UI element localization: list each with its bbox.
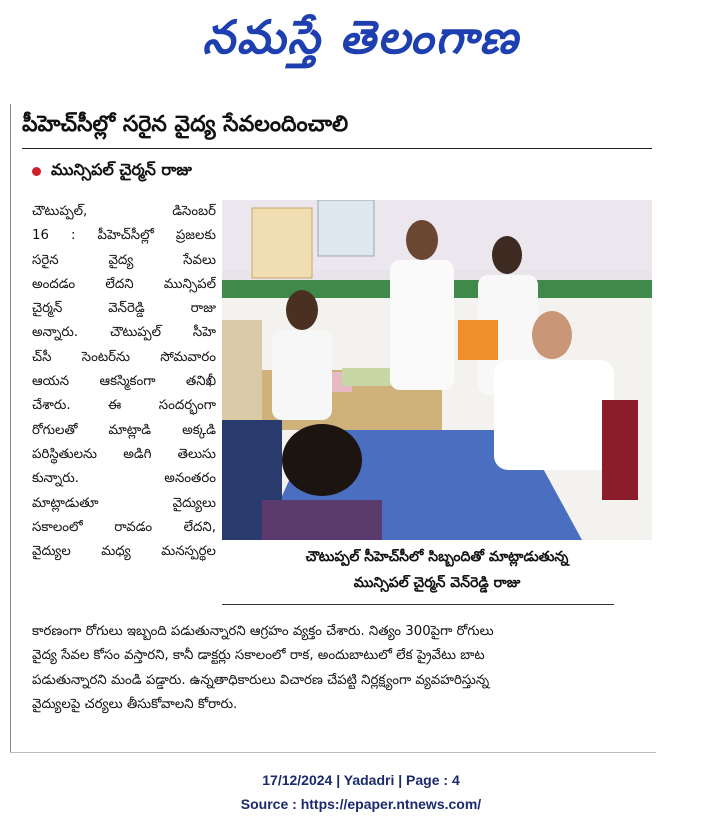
- column-line: ఆయన ఆకస్మికంగా తనిఖీ: [32, 374, 216, 390]
- masthead: [0, 0, 722, 85]
- footer-dateline: 17/12/2024 | Yadadri | Page : 4: [262, 772, 460, 788]
- column-line: రోగులతో మాట్లాడి అక్కడి: [32, 422, 216, 438]
- article-headline: పీహెచ్‌సీల్లో సరైన వైద్య సేవలందించాలి: [22, 112, 349, 137]
- bullet-icon: [32, 167, 41, 176]
- column-line: మాట్లాడుతూ వైద్యులు: [32, 495, 216, 511]
- column-line: అన్నారు. చౌటుప్పల్ సీహె: [32, 325, 216, 341]
- footer-divider: [10, 752, 656, 753]
- column-line: చ్‌సీ సెంటర్‌ను సోమవారం: [32, 349, 216, 365]
- column-line: 16 : పీహెచ్‌సీల్లో ప్రజలకు: [32, 228, 216, 244]
- article-subhead: [32, 160, 192, 183]
- caption-line: చౌటుప్పల్ సీహెచ్‌సీలో సిబ్బందితో మాట్లాడుతున్న: [305, 549, 569, 565]
- newspaper-logo: నమస్తే తెలంగాణ: [202, 9, 520, 64]
- column-line: సరైన వైద్య సేవలు: [32, 252, 216, 268]
- article-column: [32, 200, 216, 564]
- photo-caption: [222, 544, 652, 596]
- column-line: పరిస్థితులను అడిగి తెలుసు: [32, 446, 216, 462]
- column-line: చౌటుప్పల్, డిసెంబర్: [32, 204, 216, 219]
- body-line: పడుతున్నారని మండి పడ్డారు. ఉన్నతాధికారులు విచారణ చేపట్టి నిర్లక్ష్యంగా వ్యవహరిస్తున్న: [32, 672, 490, 688]
- body-line: వైద్య సేవల కోసం వస్తారని, కానీ డాక్టర్లు సకాలంలో రాక, అందుబాటులో లేక ప్రైవేటు బాట: [32, 648, 485, 664]
- column-line: చైర్మన్ వెన్‌రెడ్డి రాజు: [32, 301, 216, 317]
- column-line: వైద్యుల మధ్య మనస్పర్థల: [32, 544, 216, 560]
- caption-divider: [222, 604, 614, 605]
- footer-source[interactable]: Source : https://epaper.ntnews.com/: [240, 796, 482, 812]
- article-continuation: [32, 620, 652, 717]
- headline-divider: [22, 148, 652, 149]
- caption-line: మున్సిపల్ చైర్మన్ వెన్‌రెడ్డి రాజు: [353, 575, 521, 591]
- column-line: సకాలంలో రావడం లేదని,: [32, 519, 216, 535]
- article-photo: [222, 200, 652, 540]
- column-line: కున్నారు. అనంతరం: [32, 471, 216, 487]
- column-line: చేశారు. ఈ సందర్భంగా: [32, 398, 216, 414]
- subhead-text: మున్సిపల్ చైర్మన్ రాజు: [51, 160, 192, 179]
- column-line: అందడం లేదని మున్సిపల్: [32, 276, 216, 292]
- body-line: వైద్యులపై చర్యలు తీసుకోవాలని కోరారు.: [32, 696, 238, 712]
- body-line: కారణంగా రోగులు ఇబ్బంది పడుతున్నారని ఆగ్రహం వ్యక్తం చేశారు. నిత్యం 300పైగా రోగులు: [32, 624, 494, 639]
